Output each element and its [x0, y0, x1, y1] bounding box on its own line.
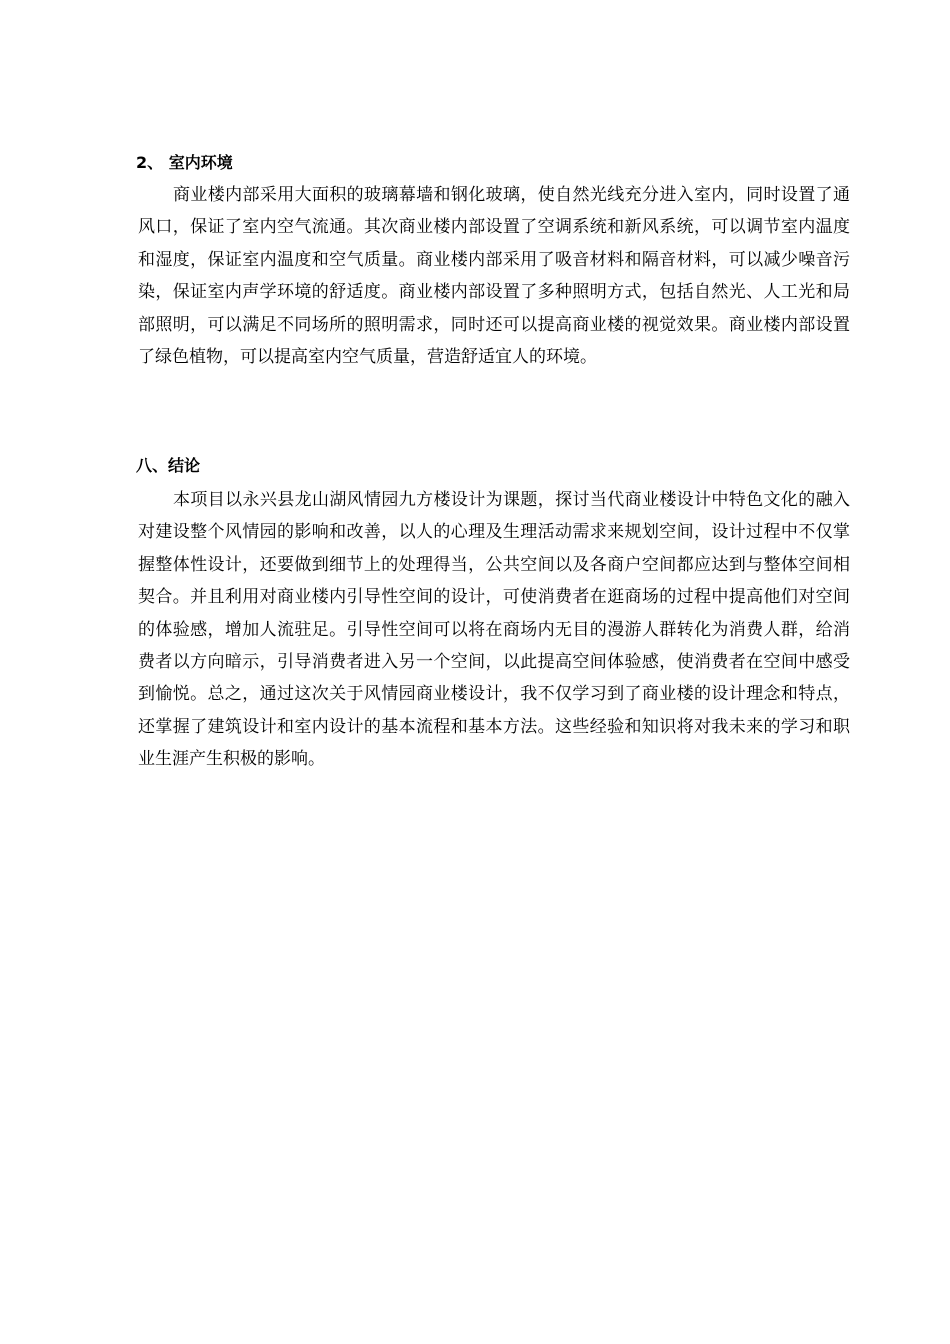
section-heading-indoor-environment: 2、 室内环境: [136, 153, 233, 172]
section-body-indoor-environment: 商业楼内部采用大面积的玻璃幕墙和钢化玻璃，使自然光线充分进入室内，同时设置了通风口，保证了室内空气流通。其次商业楼内部设置了空调系统和新风系统，可以调节室内温度和湿度，保证室内温度和空气质量。商业楼内部采用了吸音材料和隔音材料，可以减少噪音污染，保证室内声学环境的舒适度。商业楼内部设置了多种照明方式，包括自然光、人工光和局部照明，可以满足不同场所的照明需求，同时还可以提高商业楼的视觉效果。商业楼内部设置了绿色植物，可以提高室内空气质量，营造舒适宜人的环境。: [138, 185, 850, 368]
section-body-conclusion: 本项目以永兴县龙山湖风情园九方楼设计为课题，探讨当代商业楼设计中特色文化的融入对建设整个风情园的影响和改善，以人的心理及生理活动需求来规划空间，设计过程中不仅掌握整体性设计，还要做到细节上的处理得当，公共空间以及各商户空间都应达到与整体空间相契合。并且利用对商业楼内引导性空间的设计，可使消费者在逛商场的过程中提高他们对空间的体验感，增加人流驻足。引导性空间可以将在商场内无目的漫游人群转化为消费人群，给消费者以方向暗示，引导消费者进入另一个空间，以此提高空间体验感，使消费者在空间中感受到愉悦。总之，通过这次关于风情园商业楼设计，我不仅学习到了商业楼的设计理念和特点，还掌握了建筑设计和室内设计的基本流程和基本方法。这些经验和知识将对我未来的学习和职业生涯产生积极的影响。: [138, 490, 850, 770]
section-heading-conclusion: 八、结论: [136, 456, 201, 475]
